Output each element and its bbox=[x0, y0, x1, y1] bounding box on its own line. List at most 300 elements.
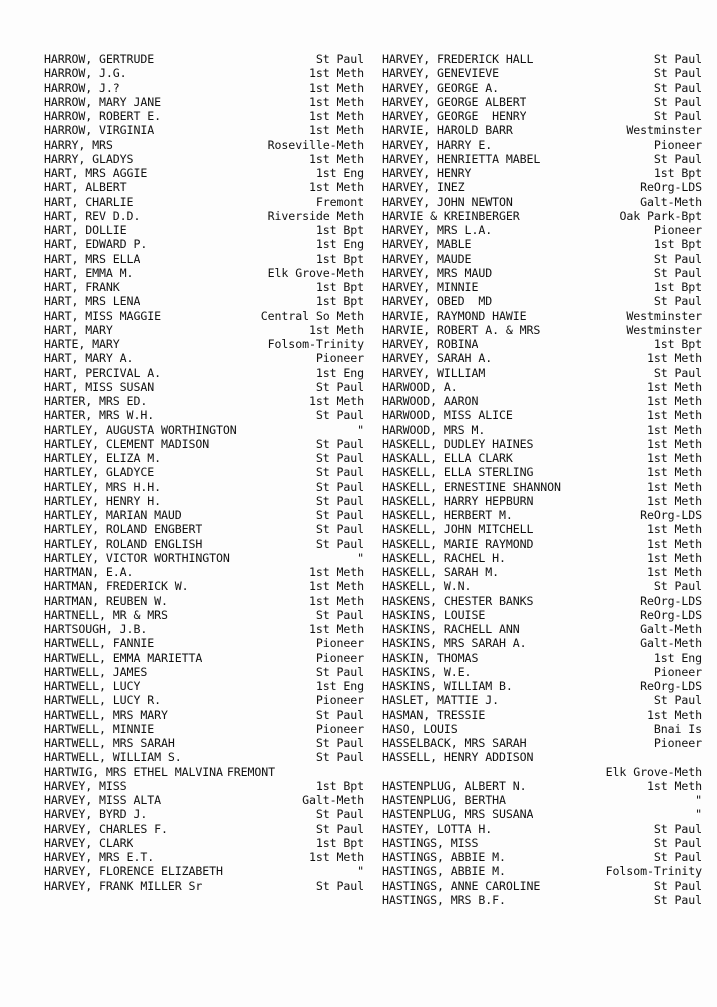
entry-name: HARTLEY, VICTOR WORTHINGTON bbox=[44, 550, 230, 565]
entry-place: Pioneer bbox=[315, 351, 364, 366]
entry-name: HARTLEY, MRS H.H. bbox=[44, 479, 161, 494]
index-entry bbox=[382, 266, 702, 280]
entry-place: Pioneer bbox=[653, 137, 702, 152]
entry-place: St Paul bbox=[653, 294, 702, 309]
index-entry bbox=[382, 123, 702, 137]
entry-place: St Paul bbox=[315, 750, 364, 765]
entry-name: HARTER, MRS W.H. bbox=[44, 408, 155, 423]
index-entry bbox=[382, 537, 702, 551]
entry-place: 1st Meth bbox=[308, 109, 364, 123]
index-entry bbox=[44, 779, 364, 793]
entry-name: HARWOOD, A. bbox=[382, 379, 458, 394]
entry-name: HARVIE, RAYMOND HAWIE bbox=[382, 308, 527, 323]
index-entry bbox=[382, 651, 702, 665]
entry-name: HARTMAN, REUBEN W. bbox=[44, 593, 168, 608]
entry-place: Riverside Meth bbox=[267, 208, 364, 223]
index-entry bbox=[382, 323, 702, 337]
entry-place: 1st Eng bbox=[315, 365, 364, 380]
entry-place: St Paul bbox=[653, 52, 702, 66]
entry-name: HARRY, GLADYS bbox=[44, 151, 134, 166]
entry-name: HARVEY, JOHN NEWTON bbox=[382, 194, 513, 209]
entry-place: St Paul bbox=[315, 479, 364, 494]
index-entry bbox=[382, 522, 702, 536]
entry-place: Pioneer bbox=[315, 721, 364, 736]
index-entry bbox=[44, 138, 364, 152]
entry-place: St Paul bbox=[653, 579, 702, 594]
entry-place: Pioneer bbox=[653, 664, 702, 679]
index-entry bbox=[44, 465, 364, 479]
entry-name: HARVIE & KREINBERGER bbox=[382, 208, 520, 223]
entry-name: HASTINGS, MISS bbox=[382, 835, 479, 850]
entry-place: 1st Bpt bbox=[315, 251, 364, 266]
entry-place: 1st Meth bbox=[646, 394, 702, 408]
index-entry bbox=[382, 109, 702, 123]
entry-place: FREMONT bbox=[226, 764, 276, 779]
index-entry bbox=[44, 408, 364, 422]
entry-name: HARVEY, ROBINA bbox=[382, 337, 479, 351]
entry-place: Pioneer bbox=[315, 636, 364, 651]
index-entry bbox=[44, 807, 364, 821]
entry-place: Elk Grove-Meth bbox=[267, 265, 364, 280]
entry-place: Galt-Meth bbox=[302, 793, 364, 807]
index-entry bbox=[44, 480, 364, 494]
entry-place: 1st Meth bbox=[646, 550, 702, 565]
entry-name: HARVEY, MISS ALTA bbox=[44, 793, 161, 807]
index-entry bbox=[382, 81, 702, 95]
entry-place: St Paul bbox=[653, 365, 702, 380]
entry-place: 1st Bpt bbox=[315, 223, 364, 237]
entry-place: St Paul bbox=[315, 707, 364, 722]
entry-name: HARVEY, MAUDE bbox=[382, 251, 472, 266]
entry-name: HART, MARY bbox=[44, 322, 113, 337]
entry-place: Westminster bbox=[626, 308, 702, 323]
index-entry bbox=[382, 736, 702, 750]
index-entry bbox=[44, 879, 364, 893]
entry-name: HARTWIG, MRS ETHEL MALVINA bbox=[44, 764, 223, 779]
entry-place: 1st Meth bbox=[646, 465, 702, 480]
entry-place: St Paul bbox=[653, 109, 702, 123]
index-entry bbox=[44, 636, 364, 650]
index-entry bbox=[44, 351, 364, 365]
index-entry bbox=[44, 323, 364, 337]
index-entry bbox=[382, 195, 702, 209]
entry-place: 1st Meth bbox=[646, 778, 702, 793]
entry-place: Pioneer bbox=[315, 693, 364, 708]
index-entry bbox=[44, 750, 364, 764]
index-entry bbox=[44, 736, 364, 750]
index-entry bbox=[382, 594, 702, 608]
index-entry bbox=[44, 380, 364, 394]
entry-place: 1st Meth bbox=[646, 707, 702, 722]
entry-name: HARROW, MARY JANE bbox=[44, 94, 161, 109]
entry-place: St Paul bbox=[315, 664, 364, 679]
entry-place: 1st Meth bbox=[308, 180, 364, 195]
entry-name: HARTMAN, E.A. bbox=[44, 565, 134, 579]
entry-name: HARTWELL, MINNIE bbox=[44, 721, 155, 736]
index-entry bbox=[382, 95, 702, 109]
entry-place: Pioneer bbox=[315, 650, 364, 665]
index-entry bbox=[44, 81, 364, 95]
entry-name: HART, PERCIVAL A. bbox=[44, 365, 161, 380]
entry-name: HARTLEY, MARIAN MAUD bbox=[44, 508, 182, 522]
entry-name: HARTNELL, MR & MRS bbox=[44, 607, 168, 622]
entry-name: HASKELL, SARAH M. bbox=[382, 565, 499, 579]
entry-place: St Paul bbox=[653, 850, 702, 864]
entry-name: HARVEY, CLARK bbox=[44, 835, 134, 850]
entry-place: St Paul bbox=[653, 878, 702, 893]
entry-place: St Paul bbox=[653, 66, 702, 81]
index-entry bbox=[44, 109, 364, 123]
index-entry bbox=[382, 166, 702, 180]
entry-place: Elk Grove-Meth bbox=[605, 764, 702, 779]
entry-name: HARTLEY, AUGUSTA WORTHINGTON bbox=[44, 422, 237, 437]
entry-place: 1st Bpt bbox=[315, 280, 364, 294]
entry-name: HARRY, MRS bbox=[44, 137, 113, 152]
index-entry bbox=[382, 864, 702, 878]
index-entry bbox=[44, 565, 364, 579]
entry-place: Bnai Is bbox=[653, 721, 702, 736]
entry-place: 1st Meth bbox=[646, 493, 702, 508]
entry-name: HASTENPLUG, MRS SUSANA bbox=[382, 807, 534, 822]
entry-place: 1st Meth bbox=[308, 80, 364, 95]
entry-place: St Paul bbox=[653, 821, 702, 836]
index-entry bbox=[382, 294, 702, 308]
entry-name: HARTER, MRS ED. bbox=[44, 394, 148, 408]
index-entry bbox=[44, 708, 364, 722]
entry-place: 1st Meth bbox=[646, 451, 702, 465]
index-entry bbox=[44, 366, 364, 380]
index-entry bbox=[44, 294, 364, 308]
entry-name: HARTLEY, HENRY H. bbox=[44, 493, 161, 508]
entry-place: 1st Meth bbox=[308, 66, 364, 81]
entry-name: HASKELL, HARRY HEPBURN bbox=[382, 493, 534, 508]
index-entry bbox=[382, 665, 702, 679]
entry-name: HASKELL, ERNESTINE SHANNON bbox=[382, 479, 561, 494]
entry-name: HARTWELL, EMMA MARIETTA bbox=[44, 650, 203, 665]
entry-name: HART, MISS MAGGIE bbox=[44, 308, 161, 323]
entry-place: Galt-Meth bbox=[640, 636, 702, 651]
entry-name: HARTWELL, LUCY bbox=[44, 679, 141, 693]
entry-name: HARVEY, MRS E.T. bbox=[44, 850, 155, 864]
entry-name: HASKELL, W.N. bbox=[382, 579, 472, 594]
index-entry bbox=[382, 622, 702, 636]
index-entry bbox=[382, 480, 702, 494]
index-entry bbox=[382, 180, 702, 194]
index-entry bbox=[44, 651, 364, 665]
index-entry bbox=[44, 579, 364, 593]
entry-place: St Paul bbox=[653, 251, 702, 266]
entry-name: HASO, LOUIS bbox=[382, 721, 458, 736]
entry-name: HARROW, J.? bbox=[44, 80, 120, 95]
entry-name: HART, MRS AGGIE bbox=[44, 166, 148, 180]
entry-place: 1st Bpt bbox=[315, 835, 364, 850]
entry-place: 1st Meth bbox=[646, 408, 702, 423]
entry-place: St Paul bbox=[315, 736, 364, 750]
entry-name: HARVEY, BYRD J. bbox=[44, 807, 148, 822]
entry-name: HASLET, MATTIE J. bbox=[382, 693, 499, 708]
entry-place: 1st Meth bbox=[646, 536, 702, 551]
entry-place: Fremont bbox=[315, 194, 364, 209]
index-entry bbox=[44, 608, 364, 622]
entry-place: 1st Eng bbox=[315, 166, 364, 180]
entry-place: St Paul bbox=[315, 436, 364, 451]
index-entry bbox=[44, 437, 364, 451]
index-entry bbox=[382, 793, 702, 807]
index-entry bbox=[44, 266, 364, 280]
index-entry bbox=[382, 66, 702, 80]
index-entry bbox=[382, 309, 702, 323]
index-entry bbox=[44, 508, 364, 522]
index-entry bbox=[382, 209, 702, 223]
index-entry bbox=[44, 180, 364, 194]
entry-name: HARTLEY, ROLAND ENGLISH bbox=[44, 536, 203, 551]
entry-name: HARROW, ROBERT E. bbox=[44, 109, 161, 123]
index-entry bbox=[44, 850, 364, 864]
index-entry bbox=[382, 679, 702, 693]
entry-name: HART, MRS ELLA bbox=[44, 251, 141, 266]
index-entry bbox=[382, 280, 702, 294]
entry-place: 1st Meth bbox=[646, 422, 702, 437]
entry-name: HARVEY, FREDERICK HALL bbox=[382, 52, 534, 66]
index-entry bbox=[44, 864, 364, 878]
entry-place: St Paul bbox=[315, 878, 364, 893]
entry-place: St Paul bbox=[653, 835, 702, 850]
index-entry bbox=[44, 451, 364, 465]
index-entry bbox=[382, 779, 702, 793]
index-entry-place-overflow bbox=[382, 765, 702, 779]
entry-name: HASSELBACK, MRS SARAH bbox=[382, 736, 527, 750]
index-entry bbox=[44, 822, 364, 836]
entry-name: HARVEY, HENRY bbox=[382, 166, 472, 180]
index-entry bbox=[382, 366, 702, 380]
entry-place: 1st Meth bbox=[308, 123, 364, 138]
entry-name: HASTENPLUG, BERTHA bbox=[382, 793, 506, 807]
entry-name: HASKENS, CHESTER BANKS bbox=[382, 593, 534, 608]
entry-name: HASKINS, MRS SARAH A. bbox=[382, 636, 527, 651]
entry-name: HARTLEY, ELIZA M. bbox=[44, 451, 161, 465]
entry-name: HASTINGS, ABBIE M. bbox=[382, 850, 506, 864]
entry-place: Westminster bbox=[626, 123, 702, 138]
entry-place: St Paul bbox=[315, 508, 364, 522]
index-entry bbox=[44, 679, 364, 693]
entry-name: HARROW, J.G. bbox=[44, 66, 127, 81]
entry-name: HARVEY, CHARLES F. bbox=[44, 821, 168, 836]
entry-place: 1st Eng bbox=[315, 237, 364, 252]
entry-place: St Paul bbox=[315, 522, 364, 537]
index-entry bbox=[44, 152, 364, 166]
entry-place: ReOrg-LDS bbox=[640, 593, 702, 608]
entry-name: HARTWELL, MRS SARAH bbox=[44, 736, 175, 750]
index-entry bbox=[44, 722, 364, 736]
entry-name: HARVEY, HARRY E. bbox=[382, 137, 493, 152]
entry-name: HARWOOD, MRS M. bbox=[382, 422, 486, 437]
entry-place: St Paul bbox=[315, 821, 364, 836]
entry-name: HART, REV D.D. bbox=[44, 208, 141, 223]
entry-place: Folsom-Trinity bbox=[605, 864, 702, 879]
entry-place: ReOrg-LDS bbox=[640, 679, 702, 693]
index-entry bbox=[382, 508, 702, 522]
index-columns bbox=[44, 52, 702, 907]
entry-name: HARROW, GERTRUDE bbox=[44, 52, 155, 66]
entry-place: " bbox=[357, 550, 364, 565]
entry-name: HARVEY, INEZ bbox=[382, 180, 465, 195]
entry-name: HART, MRS LENA bbox=[44, 294, 141, 309]
entry-name: HARVIE, HAROLD BARR bbox=[382, 123, 513, 138]
entry-name: HARVEY, MINNIE bbox=[382, 280, 479, 294]
entry-place: 1st Meth bbox=[308, 565, 364, 579]
entry-name: HARVEY, GEORGE ALBERT bbox=[382, 94, 527, 109]
entry-place: St Paul bbox=[653, 151, 702, 166]
entry-place: 1st Bpt bbox=[315, 778, 364, 793]
index-entry bbox=[382, 879, 702, 893]
entry-name: HART, ALBERT bbox=[44, 180, 127, 195]
index-entry bbox=[382, 722, 702, 736]
entry-name: HARTWELL, LUCY R. bbox=[44, 693, 161, 708]
index-entry bbox=[44, 309, 364, 323]
index-entry bbox=[382, 52, 702, 66]
index-entry bbox=[44, 123, 364, 137]
entry-name: HARVEY, FRANK MILLER Sr bbox=[44, 878, 203, 893]
index-entry bbox=[382, 636, 702, 650]
entry-place: 1st Meth bbox=[308, 593, 364, 608]
entry-name: HARVEY, GEORGE A. bbox=[382, 80, 499, 95]
entry-place: " bbox=[695, 807, 702, 822]
entry-name: HASKIN, THOMAS bbox=[382, 650, 479, 665]
entry-name: HART, MARY A. bbox=[44, 351, 134, 366]
index-entry bbox=[382, 708, 702, 722]
index-entry bbox=[44, 665, 364, 679]
entry-place: 1st Meth bbox=[646, 379, 702, 394]
entry-place: St Paul bbox=[315, 451, 364, 465]
entry-place: St Paul bbox=[653, 265, 702, 280]
entry-name: HARTWELL, FANNIE bbox=[44, 636, 155, 651]
entry-name: HASKELL, RACHEL H. bbox=[382, 550, 506, 565]
entry-place: 1st Eng bbox=[315, 679, 364, 693]
entry-place: 1st Bpt bbox=[653, 237, 702, 252]
entry-name: HARVEY, HENRIETTA MABEL bbox=[382, 151, 541, 166]
index-entry bbox=[44, 95, 364, 109]
index-entry bbox=[44, 423, 364, 437]
entry-name: HASTEY, LOTTA H. bbox=[382, 821, 493, 836]
index-entry bbox=[382, 465, 702, 479]
entry-place: 1st Meth bbox=[308, 322, 364, 337]
entry-place: St Paul bbox=[315, 807, 364, 822]
entry-place: Central So Meth bbox=[260, 308, 364, 323]
index-entry bbox=[382, 337, 702, 351]
entry-place: 1st Meth bbox=[308, 579, 364, 594]
entry-place: 1st Meth bbox=[308, 394, 364, 408]
entry-place: St Paul bbox=[315, 465, 364, 480]
index-entry bbox=[44, 337, 364, 351]
index-entry bbox=[44, 537, 364, 551]
index-entry bbox=[44, 195, 364, 209]
entry-name: HARVEY, GENEVIEVE bbox=[382, 66, 499, 81]
entry-name: HARVEY, SARAH A. bbox=[382, 351, 493, 366]
index-entry bbox=[382, 394, 702, 408]
index-entry bbox=[44, 237, 364, 251]
entry-name: HARTE, MARY bbox=[44, 337, 120, 351]
entry-place: St Paul bbox=[315, 52, 364, 66]
entry-name: HASTINGS, MRS B.F. bbox=[382, 892, 506, 907]
index-entry bbox=[382, 850, 702, 864]
entry-name: HARTLEY, ROLAND ENGBERT bbox=[44, 522, 203, 537]
index-entry bbox=[382, 893, 702, 907]
index-entry bbox=[382, 693, 702, 707]
entry-name: HARROW, VIRGINIA bbox=[44, 123, 155, 138]
index-entry bbox=[44, 66, 364, 80]
entry-place: 1st Bpt bbox=[653, 166, 702, 180]
entry-name: HASKALL, ELLA CLARK bbox=[382, 451, 513, 465]
entry-name: HASKELL, HERBERT M. bbox=[382, 508, 513, 522]
entry-name: HASKELL, DUDLEY HAINES bbox=[382, 436, 534, 451]
entry-place: Galt-Meth bbox=[640, 194, 702, 209]
entry-name: HART, EMMA M. bbox=[44, 265, 134, 280]
index-entry bbox=[382, 237, 702, 251]
entry-place: 1st Meth bbox=[646, 479, 702, 494]
index-entry bbox=[382, 608, 702, 622]
index-entry bbox=[382, 551, 702, 565]
index-entry bbox=[44, 793, 364, 807]
index-entry bbox=[44, 622, 364, 636]
index-entry bbox=[382, 380, 702, 394]
entry-place: 1st Meth bbox=[308, 850, 364, 864]
entry-place: St Paul bbox=[315, 379, 364, 394]
entry-place: St Paul bbox=[653, 693, 702, 708]
index-entry bbox=[44, 209, 364, 223]
index-entry bbox=[44, 394, 364, 408]
left-column bbox=[44, 52, 364, 893]
entry-place: Pioneer bbox=[653, 736, 702, 750]
entry-name: HART, DOLLIE bbox=[44, 223, 127, 237]
entry-name: HASKINS, WILLIAM B. bbox=[382, 679, 513, 693]
index-entry bbox=[382, 807, 702, 821]
entry-place: 1st Meth bbox=[308, 622, 364, 636]
index-entry bbox=[382, 579, 702, 593]
index-entry bbox=[382, 451, 702, 465]
entry-name: HARTWELL, WILLIAM S. bbox=[44, 750, 182, 765]
entry-name: HARTWELL, JAMES bbox=[44, 664, 148, 679]
entry-name: HASKINS, W.E. bbox=[382, 664, 472, 679]
entry-place: Pioneer bbox=[653, 223, 702, 237]
entry-place: " bbox=[695, 793, 702, 807]
entry-name: HARVEY, FLORENCE ELIZABETH bbox=[44, 864, 223, 879]
index-entry bbox=[382, 750, 702, 764]
entry-place: 1st Eng bbox=[653, 650, 702, 665]
entry-name: HASMAN, TRESSIE bbox=[382, 707, 486, 722]
index-entry bbox=[44, 522, 364, 536]
index-entry bbox=[44, 836, 364, 850]
entry-place: Oak Park-Bpt bbox=[619, 208, 702, 223]
index-entry bbox=[44, 252, 364, 266]
entry-place: Galt-Meth bbox=[640, 622, 702, 636]
entry-name: HART, FRANK bbox=[44, 280, 120, 294]
entry-name: HASTINGS, ANNE CAROLINE bbox=[382, 878, 541, 893]
entry-place: Folsom-Trinity bbox=[267, 337, 364, 351]
entry-name: HART, CHARLIE bbox=[44, 194, 134, 209]
entry-place: ReOrg-LDS bbox=[640, 607, 702, 622]
index-entry bbox=[44, 551, 364, 565]
entry-place: ReOrg-LDS bbox=[640, 180, 702, 195]
index-entry bbox=[382, 152, 702, 166]
entry-name: HASKELL, JOHN MITCHELL bbox=[382, 522, 534, 537]
entry-name: HARTLEY, CLEMENT MADISON bbox=[44, 436, 210, 451]
entry-name: HARVEY, MRS MAUD bbox=[382, 265, 493, 280]
entry-place: 1st Meth bbox=[308, 94, 364, 109]
entry-place: 1st Bpt bbox=[653, 280, 702, 294]
entry-place: St Paul bbox=[653, 892, 702, 907]
entry-place: " bbox=[357, 864, 364, 879]
entry-name: HART, EDWARD P. bbox=[44, 237, 148, 252]
